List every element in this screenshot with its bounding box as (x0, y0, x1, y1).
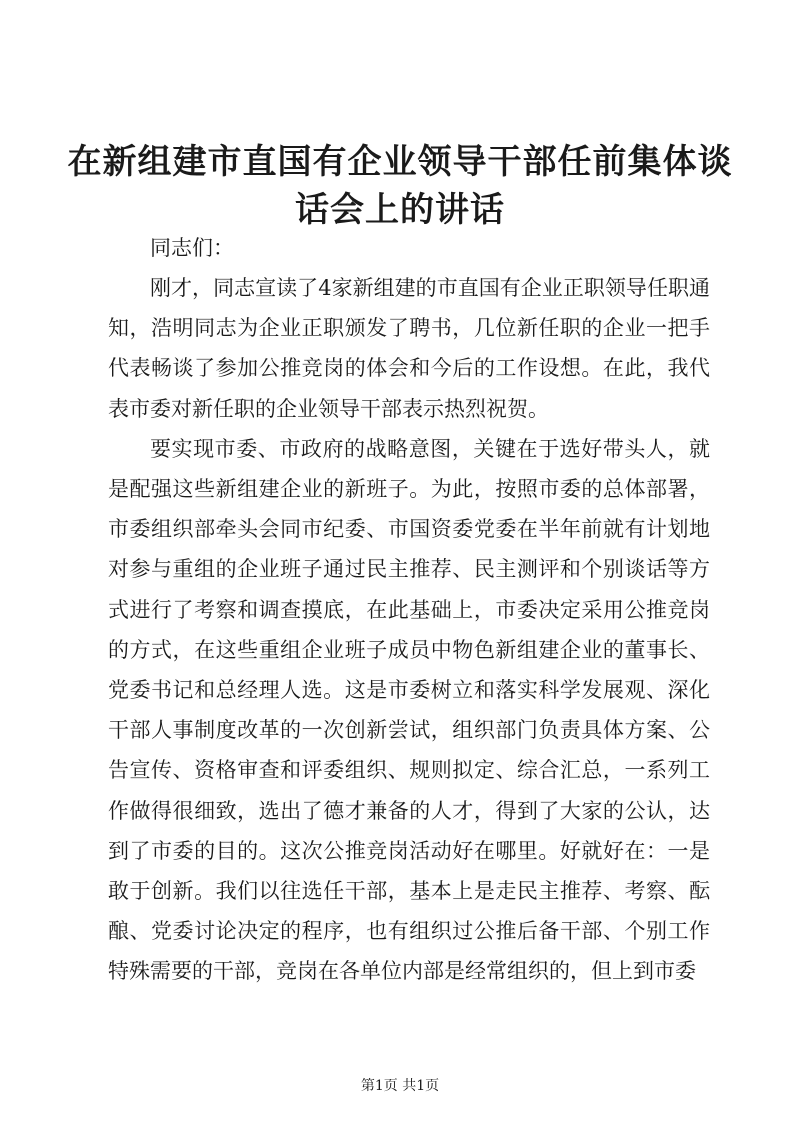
salutation: 同志们： (150, 236, 234, 260)
document-title: 在新组建市直国有企业领导干部任前集体谈话会上的讲话 (67, 142, 733, 230)
paragraph-2: 要实现市委、市政府的战略意图，关键在于选好带头人，就是配强这些新组建企业的新班子。为此，按照市委的总体部署，市委组织部牵头会同市纪委、市国资委党委在半年前就有计划地对参与重组的企业班子通过民主推荐、民主测评和个别谈话等方式进行了考察和调查摸底，在此基础上，市委决定采用公推竞岗的方式，在这些重组企业班子成员中物色新组建企业的董事长、党委书记和总经理人选。这是市委树立和落实科学发展观、深化干部人事制度改革的一次创新尝试，组织部门负责具体方案、公告宣传、资格审查和评委组织、规则拟定、综合汇总，一系列工作做得很细致，选出了德才兼备的人才，得到了大家的公认，达到了市委的目的。这次公推竞岗活动好在哪里。好就好在：一是敢于创新。我们以往选任干部，基本上是走民主推荐、考察、酝酿、党委讨论决定的程序，也有组织过公推后备干部、个别工作特殊需要的干部，竞岗在各单位内部是经常组织的，但上到市委 (108, 436, 710, 984)
document-body (108, 268, 710, 992)
page-footer: 第1页 共1页 (360, 1078, 440, 1094)
paragraph-1: 刚才，同志宣读了4家新组建的市直国有企业正职领导任职通知，浩明同志为企业正职颁发了聘书，几位新任职的企业一把手代表畅谈了参加公推竞岗的体会和今后的工作设想。在此，我代表市委对新任职的企业领导干部表示热烈祝贺。 (108, 276, 710, 421)
